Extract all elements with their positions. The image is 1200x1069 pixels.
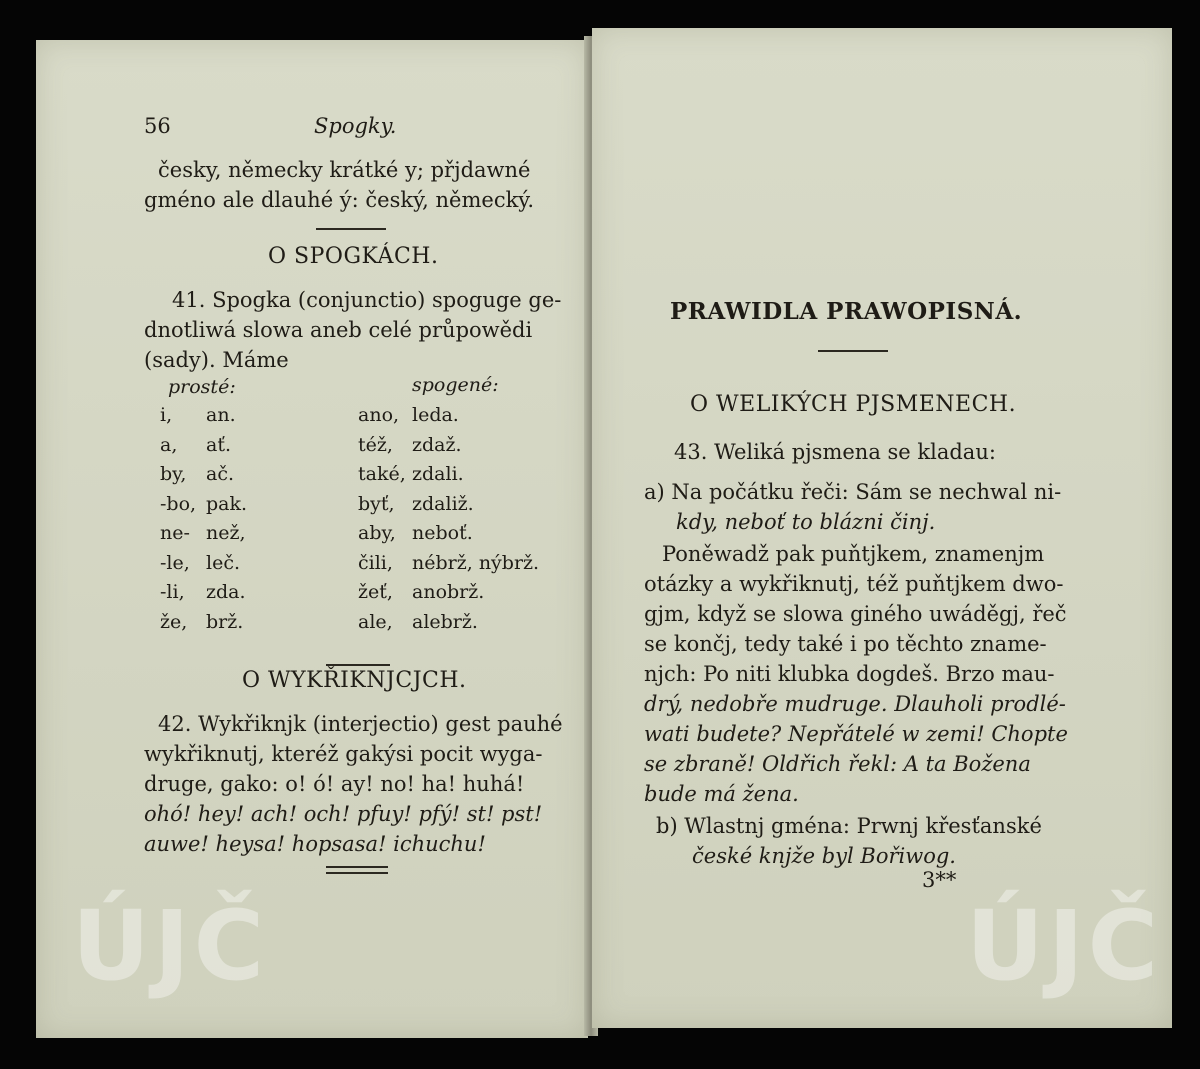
table-cell: byť, — [358, 492, 395, 515]
table-cell: pak. — [206, 492, 248, 515]
paragraph-41-line-3: (sady). Máme — [144, 348, 289, 372]
rule-b-line-2: české knjže byl Bořiwog. — [692, 844, 956, 868]
end-rule — [326, 872, 388, 874]
table-cell: alebrž. — [412, 610, 478, 633]
divider-rule — [316, 228, 386, 230]
paragraph-line-8: se zbraně! Oldřich řekl: A ta Božena — [644, 752, 1031, 776]
paragraph-line-9: bude má žena. — [644, 782, 799, 806]
table-cell: zdaliž. — [412, 492, 474, 515]
running-head: Spogky. — [314, 114, 397, 138]
table-cell: než, — [206, 522, 246, 544]
table-cell: zda. — [206, 581, 246, 603]
paragraph-42-line-1: 42. Wykřiknjk (interjectio) gest pauhé — [158, 712, 563, 736]
watermark-logo: ÚJČ — [966, 890, 1163, 1002]
table-cell: i, — [160, 404, 173, 426]
paragraph-42-line-5: auwe! heysa! hopsasa! ichuchu! — [144, 832, 486, 856]
table-cell: také, — [358, 463, 406, 485]
paragraph-line-3: gjm, když se slowa giného uwáděgj, řeč — [644, 602, 1067, 626]
paragraph-41-line-1: 41. Spogka (conjunctio) spoguge ge- — [172, 288, 562, 312]
table-cell: ale, — [358, 610, 393, 633]
section-heading-wykriknjcjch: O WYKŘIKNJCJCH. — [242, 668, 467, 693]
table-cell: též, — [358, 433, 393, 456]
paragraph-line-2: otázky a wykřiknutj, též puňtjkem dwo- — [644, 572, 1064, 596]
divider-rule — [818, 350, 888, 352]
section-heading-welikych: O WELIKÝCH PJSMENECH. — [690, 392, 1017, 417]
intro-line-2: gméno ale dlauhé ý: český, německý. — [144, 188, 535, 212]
table-cell: a, — [160, 433, 178, 456]
table-cell: by, — [160, 463, 187, 485]
table-cell: brž. — [206, 610, 244, 633]
table-cell: leda. — [412, 404, 459, 426]
table-cell: nébrž, nýbrž. — [412, 551, 540, 574]
paragraph-43-line-1: 43. Weliká pjsmena se kladau: — [674, 440, 996, 464]
table-cell: ač. — [206, 463, 235, 485]
paragraph-42-line-3: druge, gako: o! ó! ay! no! ha! huhá! — [144, 772, 525, 796]
paragraph-41-line-2: dnotliwá slowa aneb celé průpowědi — [144, 318, 533, 342]
divider-rule — [326, 664, 390, 666]
paragraph-42-line-2: wykřiknutj, kteréž gakýsi pocit wyga- — [144, 742, 543, 766]
rule-a-line-2: kdy, neboť to blázni činj. — [676, 510, 936, 534]
paragraph-line-5: njch: Po niti klubka dogdeš. Brzo mau- — [644, 662, 1055, 686]
paragraph-42-line-4: ohó! hey! ach! och! pfuy! pfý! st! pst! — [144, 802, 543, 826]
table-cell: čili, — [358, 551, 393, 574]
watermark-logo: ÚJČ — [72, 890, 269, 1002]
right-page — [592, 28, 1172, 1028]
table-cell: -li, — [160, 581, 185, 603]
paragraph-line-1: Poněwadž pak puňtjkem, znamenjm — [662, 542, 1045, 566]
table-cell: leč. — [206, 551, 241, 574]
table-cell: že, — [160, 610, 188, 633]
signature-mark: 3** — [922, 868, 957, 892]
paragraph-line-4: se končj, tedy také i po těchto zname- — [644, 632, 1047, 656]
table-cell: neboť. — [412, 522, 473, 544]
table-cell: ano, — [358, 404, 400, 426]
table-cell: zdali. — [412, 463, 464, 485]
paragraph-line-6: drý, nedobře mudruge. Dlauholi prodlé- — [644, 692, 1066, 716]
section-heading-spogkach: O SPOGKÁCH. — [268, 244, 439, 269]
chapter-title: PRAWIDLA PRAWOPISNÁ. — [670, 298, 1023, 325]
end-rule — [326, 866, 388, 868]
intro-line-1: česky, německy krátké y; přjdawné — [158, 158, 531, 182]
rule-a-line-1: a) Na počátku řeči: Sám se nechwal ni- — [644, 480, 1062, 504]
rule-b-line-1: b) Wlastnj gména: Prwnj křesťanské — [656, 814, 1042, 838]
column-header-simple: prosté: — [168, 376, 236, 398]
paragraph-line-7: wati budete? Nepřátelé w zemi! Chopte — [644, 722, 1068, 746]
table-cell: aby, — [358, 522, 396, 544]
table-cell: -bo, — [160, 492, 197, 515]
table-cell: ať. — [206, 433, 232, 456]
left-page — [36, 40, 588, 1038]
column-header-compound: spogené: — [412, 374, 499, 396]
table-cell: žeť, — [358, 581, 393, 603]
table-cell: ne- — [160, 522, 190, 544]
table-cell: anobrž. — [412, 581, 485, 603]
table-cell: zdaž. — [412, 433, 462, 456]
table-cell: an. — [206, 404, 236, 426]
page-number: 56 — [144, 114, 171, 138]
table-cell: -le, — [160, 551, 190, 574]
